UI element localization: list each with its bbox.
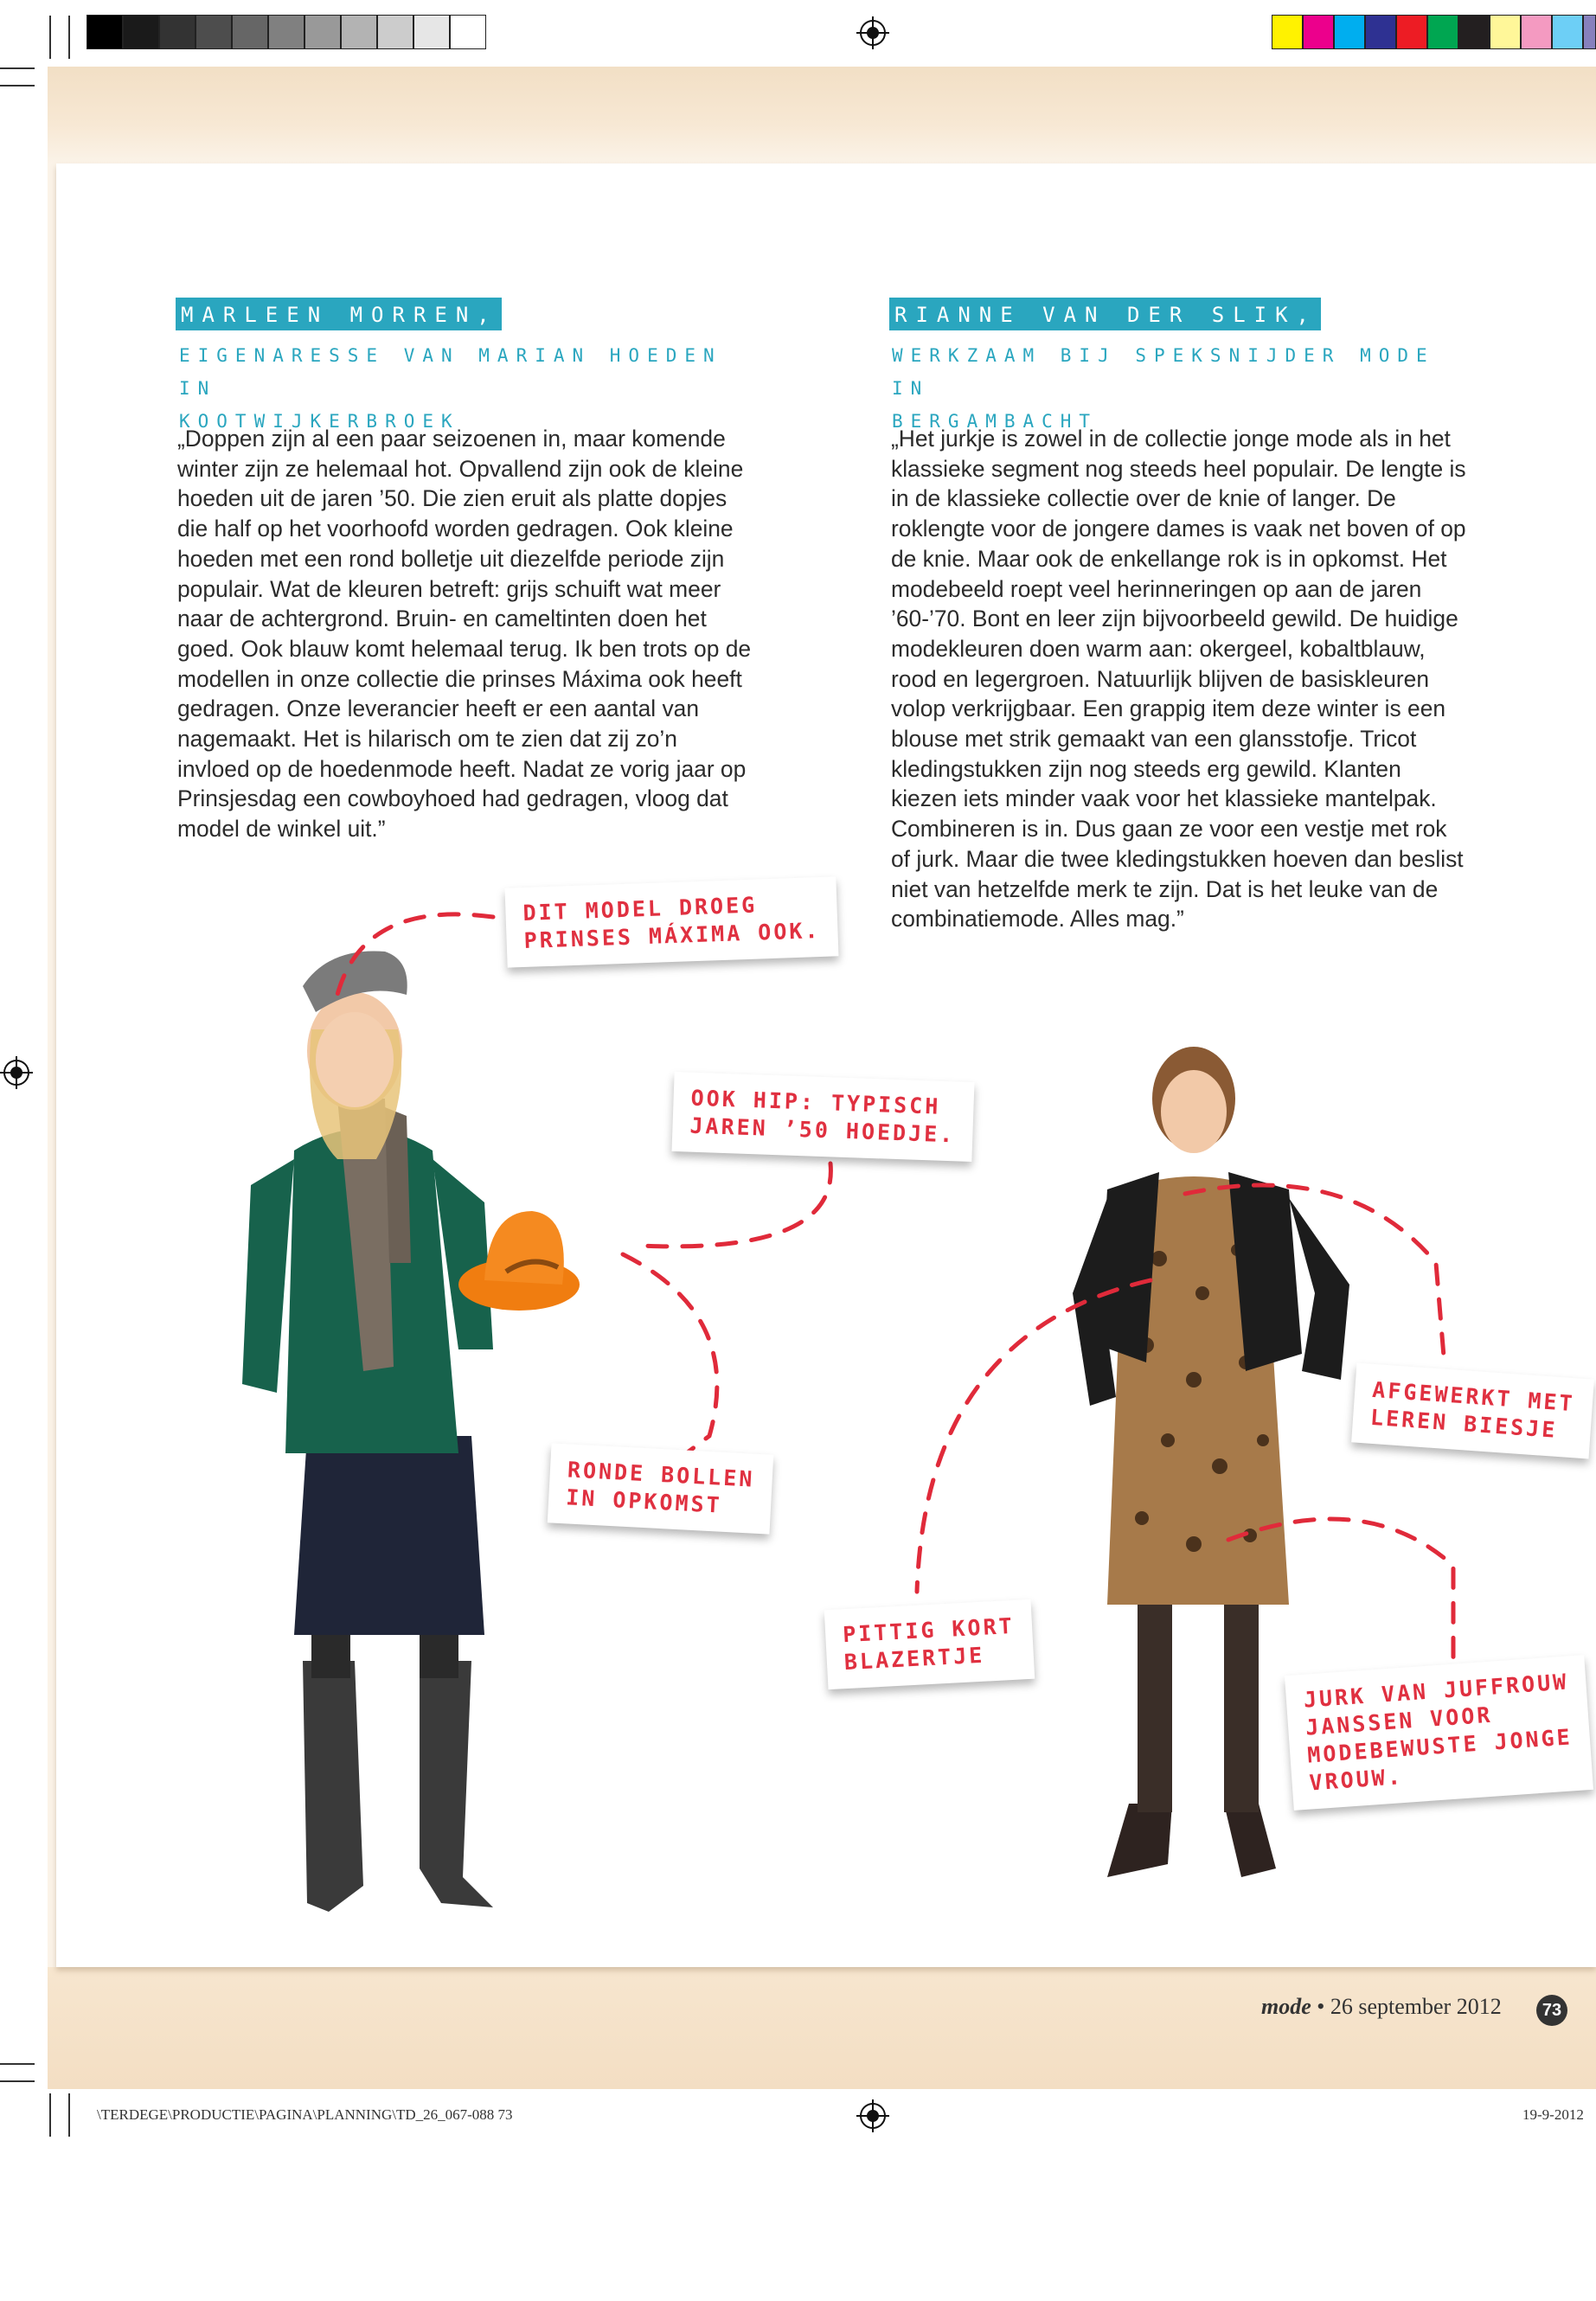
annotation-leather-trim: AFGEWERKT MET LEREN BIESJE — [1351, 1363, 1593, 1459]
annotation-round-hats: RONDE BOLLEN IN OPKOMST — [548, 1443, 773, 1534]
annotation-blazer: PITTIG KORT BLAZERTJE — [824, 1599, 1035, 1689]
page-footer — [1261, 1994, 1502, 2020]
slug-date: 19-9-2012 — [1522, 2106, 1584, 2123]
section-name: mode — [1261, 1994, 1311, 2019]
slug-path: \TERDEGE\PRODUCTIE\PAGINA\PLANNING\TD_26_067-088 73 — [97, 2106, 513, 2123]
person-name-right: RIANNE VAN DER SLIK, — [889, 298, 1321, 330]
role-line: EIGENARESSE VAN MARIAN HOEDEN IN — [179, 345, 722, 399]
quote-right: „Het jurkje is zowel in de collectie jonge mode als in het klassieke segment nog steeds heel populair. De lengte is in de klassieke collectie over de knie of langer. De roklengte voor de jongere dames is vaak net boven of op de knie. Maar ook de enkellange rok is in opkomst. Het modebeeld roept veel herinneringen op aan de jaren ’60-’70. Bont en leer zijn bijvoorbeeld gewild. De huidige modekleuren doen warm aan: okergeel, kobaltblauw, rood en legergroen. Natuurlijk blijven de basiskleuren volop verkrijgbaar. Een grappig item deze winter is een blouse met strik gemaakt van een glansstofje. Tricot kledingstukken zijn nog steeds erg gewild. Klanten kiezen iets minder vaak voor het klassieke mantelpak. Combineren is in. Dus gaan ze voor een vestje met rok of jurk. Maar die twee kledingstukken hoeven dan beslist niet van hetzelfde merk te zijn. Dat is het leuke van de combinatiemode. Alles mag.” — [891, 426, 1466, 933]
role-line: KOOTWIJKERBROEK — [179, 411, 460, 432]
annotation-hip-hat: OOK HIP: TYPISCH JAREN ’50 HOEDJE. — [672, 1072, 975, 1162]
quote-left: „Doppen zijn al een paar seizoenen in, maar komende winter zijn ze helemaal hot. Opvallend zijn ook de kleine hoeden uit de jaren ’50. Die zien eruit als platte dopjes die half op het voorhoofd worden gedragen. Ook kleine hoeden met een rond bolletje uit diezelfde periode zijn populair. Wat de kleuren betreft: grijs schuift wat meer naar de achtergrond. Bruin- en cameltinten doen het goed. Ook blauw komt helemaal terug. Ik ben trots op de modellen in onze collectie die prinses Máxima ook heeft gedragen. Onze leverancier heeft er een aantal van nagemaakt. Het is hilarisch om te zien dat zij zo’n invloed op de hoedenmode heeft. Nadat ze vorig jaar op Prinsjesdag een cowboyhoed had gedragen, vloog dat model de winkel uit.” — [177, 426, 752, 843]
role-line: BERGAMBACHT — [892, 411, 1099, 432]
annotation-dress: JURK VAN JUFFROUW JANSSEN VOOR MODEBEWUSTE JONGE VROUW. — [1285, 1655, 1593, 1811]
person-name-left: MARLEEN MORREN, — [176, 298, 502, 330]
annotation-maxima: DIT MODEL DROEG PRINSES MÁXIMA OOK. — [505, 876, 839, 967]
role-line: WERKZAAM BIJ SPEKSNIJDER MODE IN — [892, 345, 1435, 399]
issue-date: • 26 september 2012 — [1317, 1994, 1502, 2019]
page-number-badge: 73 — [1536, 1995, 1567, 2026]
